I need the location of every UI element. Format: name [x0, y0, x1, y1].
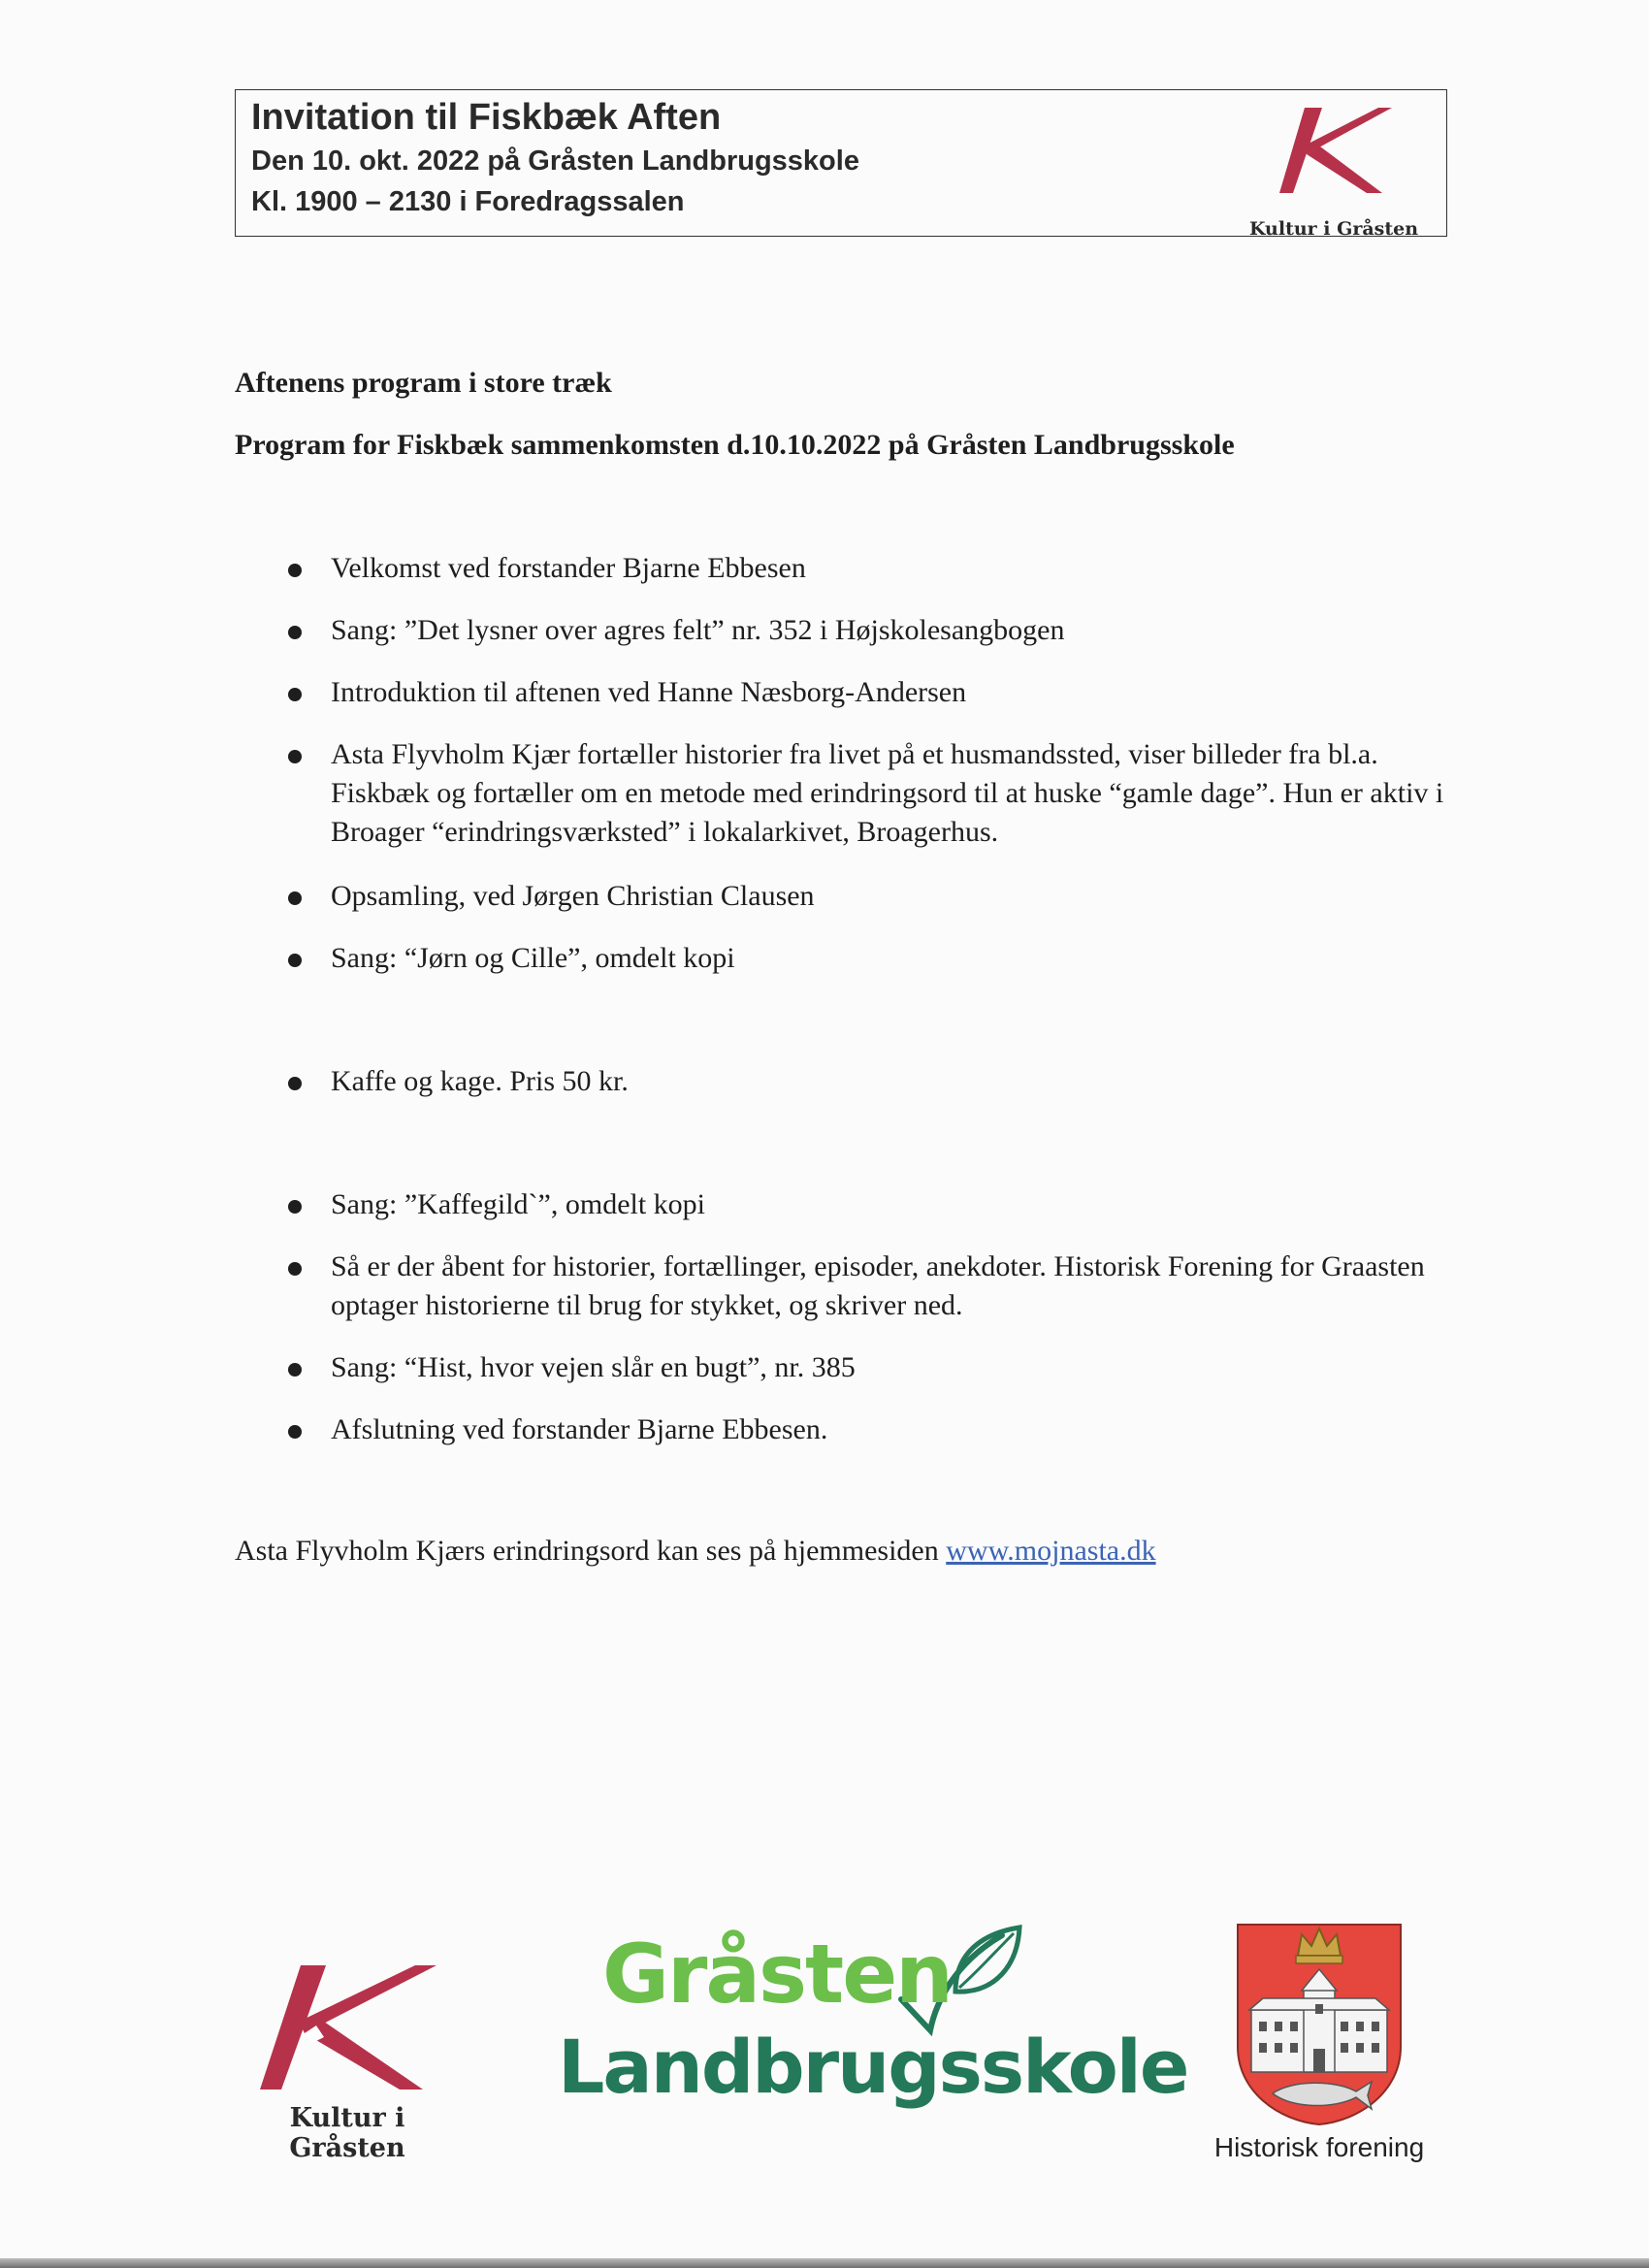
bullet-icon [288, 891, 302, 905]
event-date-place: Den 10. okt. 2022 på Gråsten Landbrugsskole [251, 146, 859, 177]
k-logo-icon [1277, 104, 1394, 197]
kultur-logo [231, 1961, 464, 2163]
landbrugsskole-line1: Gråsten [602, 1927, 952, 2022]
kultur-logo-text: Kultur i Gråsten [289, 2103, 405, 2163]
bullet-icon [288, 1425, 302, 1439]
historisk-forening-text: Historisk forening [1213, 2132, 1425, 2162]
kultur-logo-text: Kultur i Gråsten [1248, 218, 1419, 240]
program-subtitle: Program for Fiskbæk sammenkomsten d.10.10.2022 på Gråsten Landbrugsskole [235, 429, 1235, 461]
bullet-icon [288, 1200, 302, 1214]
footer-text: Asta Flyvholm Kjærs erindringsord kan ses på hjemmesiden [235, 1535, 939, 1567]
bullet-icon [288, 1363, 302, 1377]
bullet-icon [288, 688, 302, 701]
kultur-logo-small [1237, 104, 1431, 240]
program-heading: Aftenens program i store træk [235, 367, 612, 399]
bullet-icon [288, 564, 302, 577]
bullet-icon [288, 750, 302, 763]
bullet-icon [288, 626, 302, 639]
scan-edge [0, 2258, 1649, 2268]
k-logo-icon [256, 1961, 440, 2093]
bullet-icon [288, 1077, 302, 1090]
invitation-header [235, 89, 1447, 240]
coat-of-arms-icon [1234, 1921, 1405, 2126]
website-link[interactable]: www.mojnasta.dk [946, 1535, 1156, 1567]
landbrugsskole-logo [558, 1926, 1188, 2139]
historisk-forening-logo [1193, 1921, 1445, 2173]
invitation-title: Invitation til Fiskbæk Aften [251, 97, 722, 138]
bullet-icon [288, 954, 302, 967]
landbrugsskole-line2: Landbrugsskole [558, 2024, 1188, 2110]
event-time-room: Kl. 1900 – 2130 i Foredragssalen [251, 186, 685, 217]
footer-note [235, 1535, 1156, 1568]
bullet-icon [288, 1262, 302, 1276]
